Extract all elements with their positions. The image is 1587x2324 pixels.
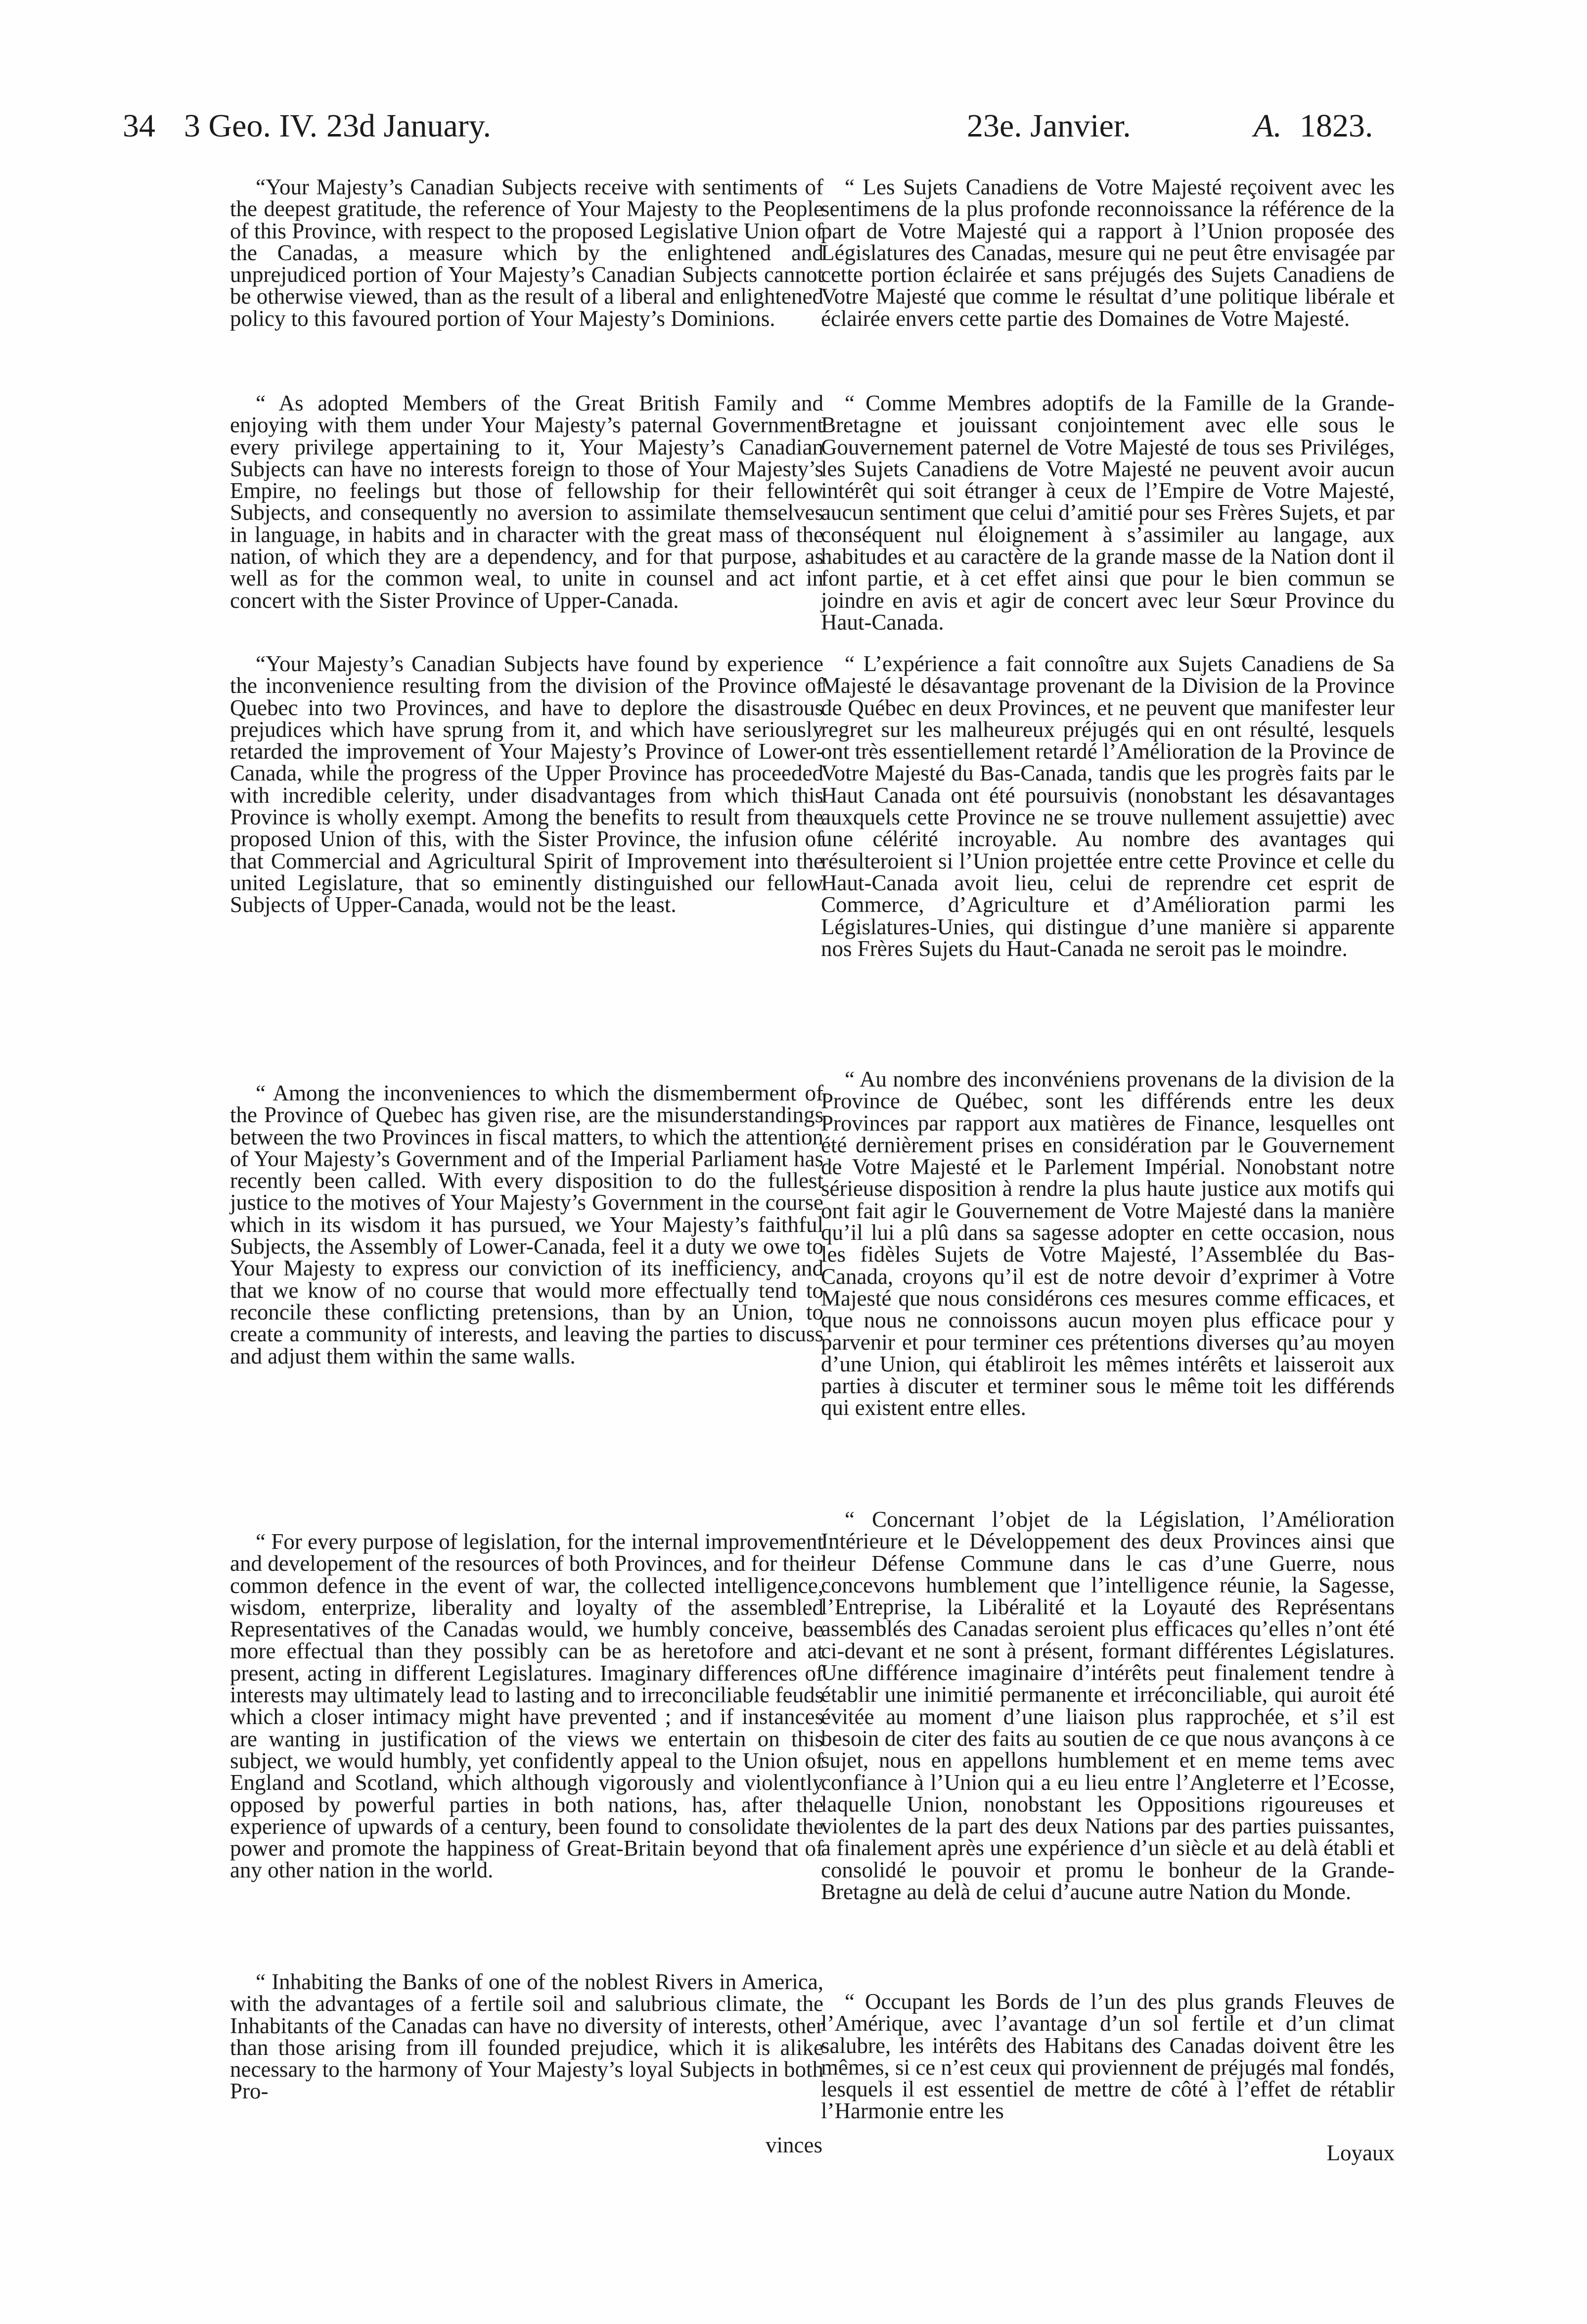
year-letter: A.: [1254, 108, 1282, 144]
english-paragraph-3: “Your Majesty’s Canadian Subjects have found by experience the inconvenience resulting from the division of the Province of Quebec into two Provinces, and have to deplore the disastrous prejudices which have sprung from it, and which have seriously retarded the improvement of Your Majesty’s Province of Lower-Canada, while the progress of the Upper Province has proceeded with incredible celerity, under disadvantages from which this Province is wholly exempt. Among the benefits to result from the proposed Union of this, with the Sister Province, the infusion of that Commercial and Agricultural Spirit of Improvement into the united Legislature, that so eminently distinguished our fellow Subjects of Upper-Canada, would not be the least.: [230, 651, 823, 917]
english-catchword: vinces: [766, 2133, 822, 2157]
french-paragraph-1: “ Les Sujets Canadiens de Votre Majesté reçoivent avec les sentimens de la plus profonde reconnoissance la référence de la part de Votre Majesté qui a rapport à l’Union proposée des Législatures des Canadas, mesure qui ne peut être envisagée par cette portion éclairée et sans préjugés des Sujets Canadiens de Votre Majesté que comme le résultat d’une politique libérale et éclairée envers cette partie des Domaines de Votre Majesté.: [821, 175, 1395, 331]
year-heading: [1254, 106, 1373, 146]
english-paragraph-4: “ Among the inconveniences to which the dismemberment of the Province of Quebec has given rise, are the misunderstandings between the two Provinces in fiscal matters, to which the attention of Your Majesty’s Government and of the Imperial Parliament has recently been called. With every disposition to do the fullest justice to the motives of Your Majesty’s Government in the course which in its wisdom it has pursued, we Your Majesty’s faithful Subjects, the Assembly of Lower-Canada, feel it a duty we owe to Your Majesty to express our conviction of its inefficiency, and that we know of no course that would more effectually tend to reconcile these conflicting pretensions, than by an Union, to create a community of interests, and leaving the parties to discuss and adjust them within the same walls.: [230, 1081, 823, 1368]
date-french: 23e. Janvier.: [967, 108, 1131, 144]
french-paragraph-6: “ Occupant les Bords de l’un des plus grands Fleuves de l’Amérique, avec l’avantage d’un sol fertile et d’un climat salubre, les intérêts des Habitans des Canadas doivent être les mêmes, si ce n’est ceux qui proviennent de préjugés mal fondés, lesquels il est essentiel de mettre de côté à l’effet de rétablir l’Harmonie entre les: [821, 1989, 1395, 2124]
french-catchword: Loyaux: [1326, 2141, 1395, 2165]
english-paragraph-5: “ For every purpose of legislation, for the internal improvement and developement of the resources of both Provinces, and for their common defence in the event of war, the collected intelligence, wisdom, enterprize, liberality and loyalty of the assembled Representatives of the Canadas would, we humbly conceive, be more effectual than they possibly can be as heretofore and at present, acting in different Legislatures. Imaginary differences of interests may ultimately lead to lasting and to irreconciliable feuds which a closer intimacy might have prevented ; and if instances are wanting in justification of the views we entertain on this subject, we would humbly, yet confidently appeal to the Union of England and Scotland, which although vigorously and violently opposed by powerful parties in both nations, has, after the experience of upwards of a century, been found to consolidate the power and promote the happiness of Great-Britain beyond that of any other nation in the world.: [230, 1529, 823, 1883]
english-paragraph-2: “ As adopted Members of the Great British Family and enjoying with them under Your Majesty’s paternal Government every privilege appertaining to it, Your Majesty’s Canadian Subjects can have no interests foreign to those of Your Majesty’s Empire, no feelings but those of fellowship for their fellow Subjects, and consequently no aversion to assimilate themselves in language, in habits and in character with the great mass of the nation, of which they are a dependency, and for that purpose, as well as for the common weal, to unite in counsel and act in concert with the Sister Province of Upper-Canada.: [230, 391, 823, 613]
french-paragraph-4: “ Au nombre des inconvéniens provenans de la division de la Province de Québec, sont les différends entre les deux Provinces par rapport aux matières de Finance, lesquelles ont été dernièrement prises en considération par le Gouvernement de Votre Majesté et le Parlement Impérial. Nonobstant notre sérieuse disposition à rendre la plus haute justice aux motifs qui ont fait agir le Gouvernement de Votre Majesté dans la manière qu’il lui a plû dans sa sagesse adopter en cette occasion, nous les fidèles Sujets de Votre Majesté, l’Assemblée du Bas-Canada, croyons qu’il est de notre devoir d’exprimer à Votre Majesté que nous considérons ces mesures comme efficaces, et que nous ne connoissons aucun moyen plus efficace pour y parvenir et pour terminer ces prétentions diverses qu’au moyen d’une Union, qui établiroit les mêmes intérêts et laisseroit aux parties à discuter et terminer sous le même toit les différends qui existent entre elles.: [821, 1067, 1395, 1420]
french-paragraph-5: “ Concernant l’objet de la Législation, l’Amélioration Intérieure et le Développement des deux Provinces ainsi que leur Défense Commune dans le cas d’une Guerre, nous concevons humblement que l’intelligence réunie, la Sagesse, l’Entreprise, la Libéralité et la Loyauté des Représentans assemblés des Canadas seroient plus efficaces qu’elles n’ont été ci-devant et ne sont à présent, formant différentes Législatures. Une différence imaginaire d’intérêts peut finalement tendre à établir une inimitié permanente et irréconciliable, qui auroit été évitée au moment d’une liaison plus rapprochée, et s’il est besoin de citer des faits au soutien de ce que nous avançons à ce sujet, nous en appellons humblement et en meme tems avec confiance à l’Union qui a eu lieu entre l’Angleterre et l’Ecosse, laquelle Union, nonobstant les Oppositions rigoureuses et violentes de la part des deux Nations par des parties puissantes, a finalement après une expérience d’un siècle et au delà établi et consolidé le pouvoir et promu le bonheur de la Grande-Bretagne au delà de celui d’aucune autre Nation du Monde.: [821, 1507, 1395, 1905]
page-number: 34: [123, 108, 155, 144]
english-paragraph-1: “Your Majesty’s Canadian Subjects receive with sentiments of the deepest gratitude, the reference of Your Majesty to the People of this Province, with respect to the proposed Legislative Union of the Canadas, a measure which by the enlightened and unprejudiced portion of Your Majesty’s Canadian Subjects cannot be otherwise viewed, than as the result of a liberal and enlightened policy to this favoured portion of Your Majesty’s Dominions.: [230, 175, 823, 331]
french-paragraph-3: “ L’expérience a fait connoître aux Sujets Canadiens de Sa Majesté le désavantage provenant de la Division de la Province de Québec en deux Provinces, et ne peuvent que manifester leur regret sur les malheureux préjugés qui en ont résulté, lesquels ont très essentiellement retardé l’Amélioration de la Province de Votre Majesté du Bas-Canada, tandis que les progrès faits par le Haut Canada ont été poursuivis (nonobstant les désavantages auxquels cette Province ne se trouve nullement assujettie) avec une célérité incroyable. Au nombre des avantages qui résulteroient si l’Union projettée entre cette Province et celle du Haut-Canada avoit lieu, celui de reprendre cet esprit de Commerce, d’Agriculture et d’Amélioration parmi les Législatures-Unies, qui distingue d’une manière si apparente nos Frères Sujets du Haut-Canada ne seroit pas le moindre.: [821, 651, 1395, 961]
date-english: 23d January.: [326, 108, 491, 144]
regnal-year: 3 Geo. IV.: [184, 108, 318, 144]
french-paragraph-2: “ Comme Membres adoptifs de la Famille de la Grande-Bretagne et jouissant conjointement avec elle sous le Gouvernement paternel de Votre Majesté de tous ses Priviléges, les Sujets Canadiens de Votre Majesté ne peuvent avoir aucun intérêt qui soit étranger à ceux de l’Empire de Votre Majesté, aucun sentiment que celui d’amitié pour ses Frères Sujets, et par conséquent nul éloignement à s’assimiler au langage, aux habitudes et au caractère de la grande masse de la Nation dont il font partie, et à cet effet ainsi que pour le bien commun se joindre en avis et agir de concert avec leur Sœur Province du Haut-Canada.: [821, 391, 1395, 635]
year-value: 1823.: [1299, 108, 1373, 144]
english-paragraph-6: “ Inhabiting the Banks of one of the noblest Rivers in America, with the advantages of a fertile soil and salubrious climate, the Inhabitants of the Canadas can have no diversity of interests, other than those arising from ill founded prejudice, which it is alike necessary to the harmony of Your Majesty’s loyal Subjects in both Pro-: [230, 1969, 823, 2104]
